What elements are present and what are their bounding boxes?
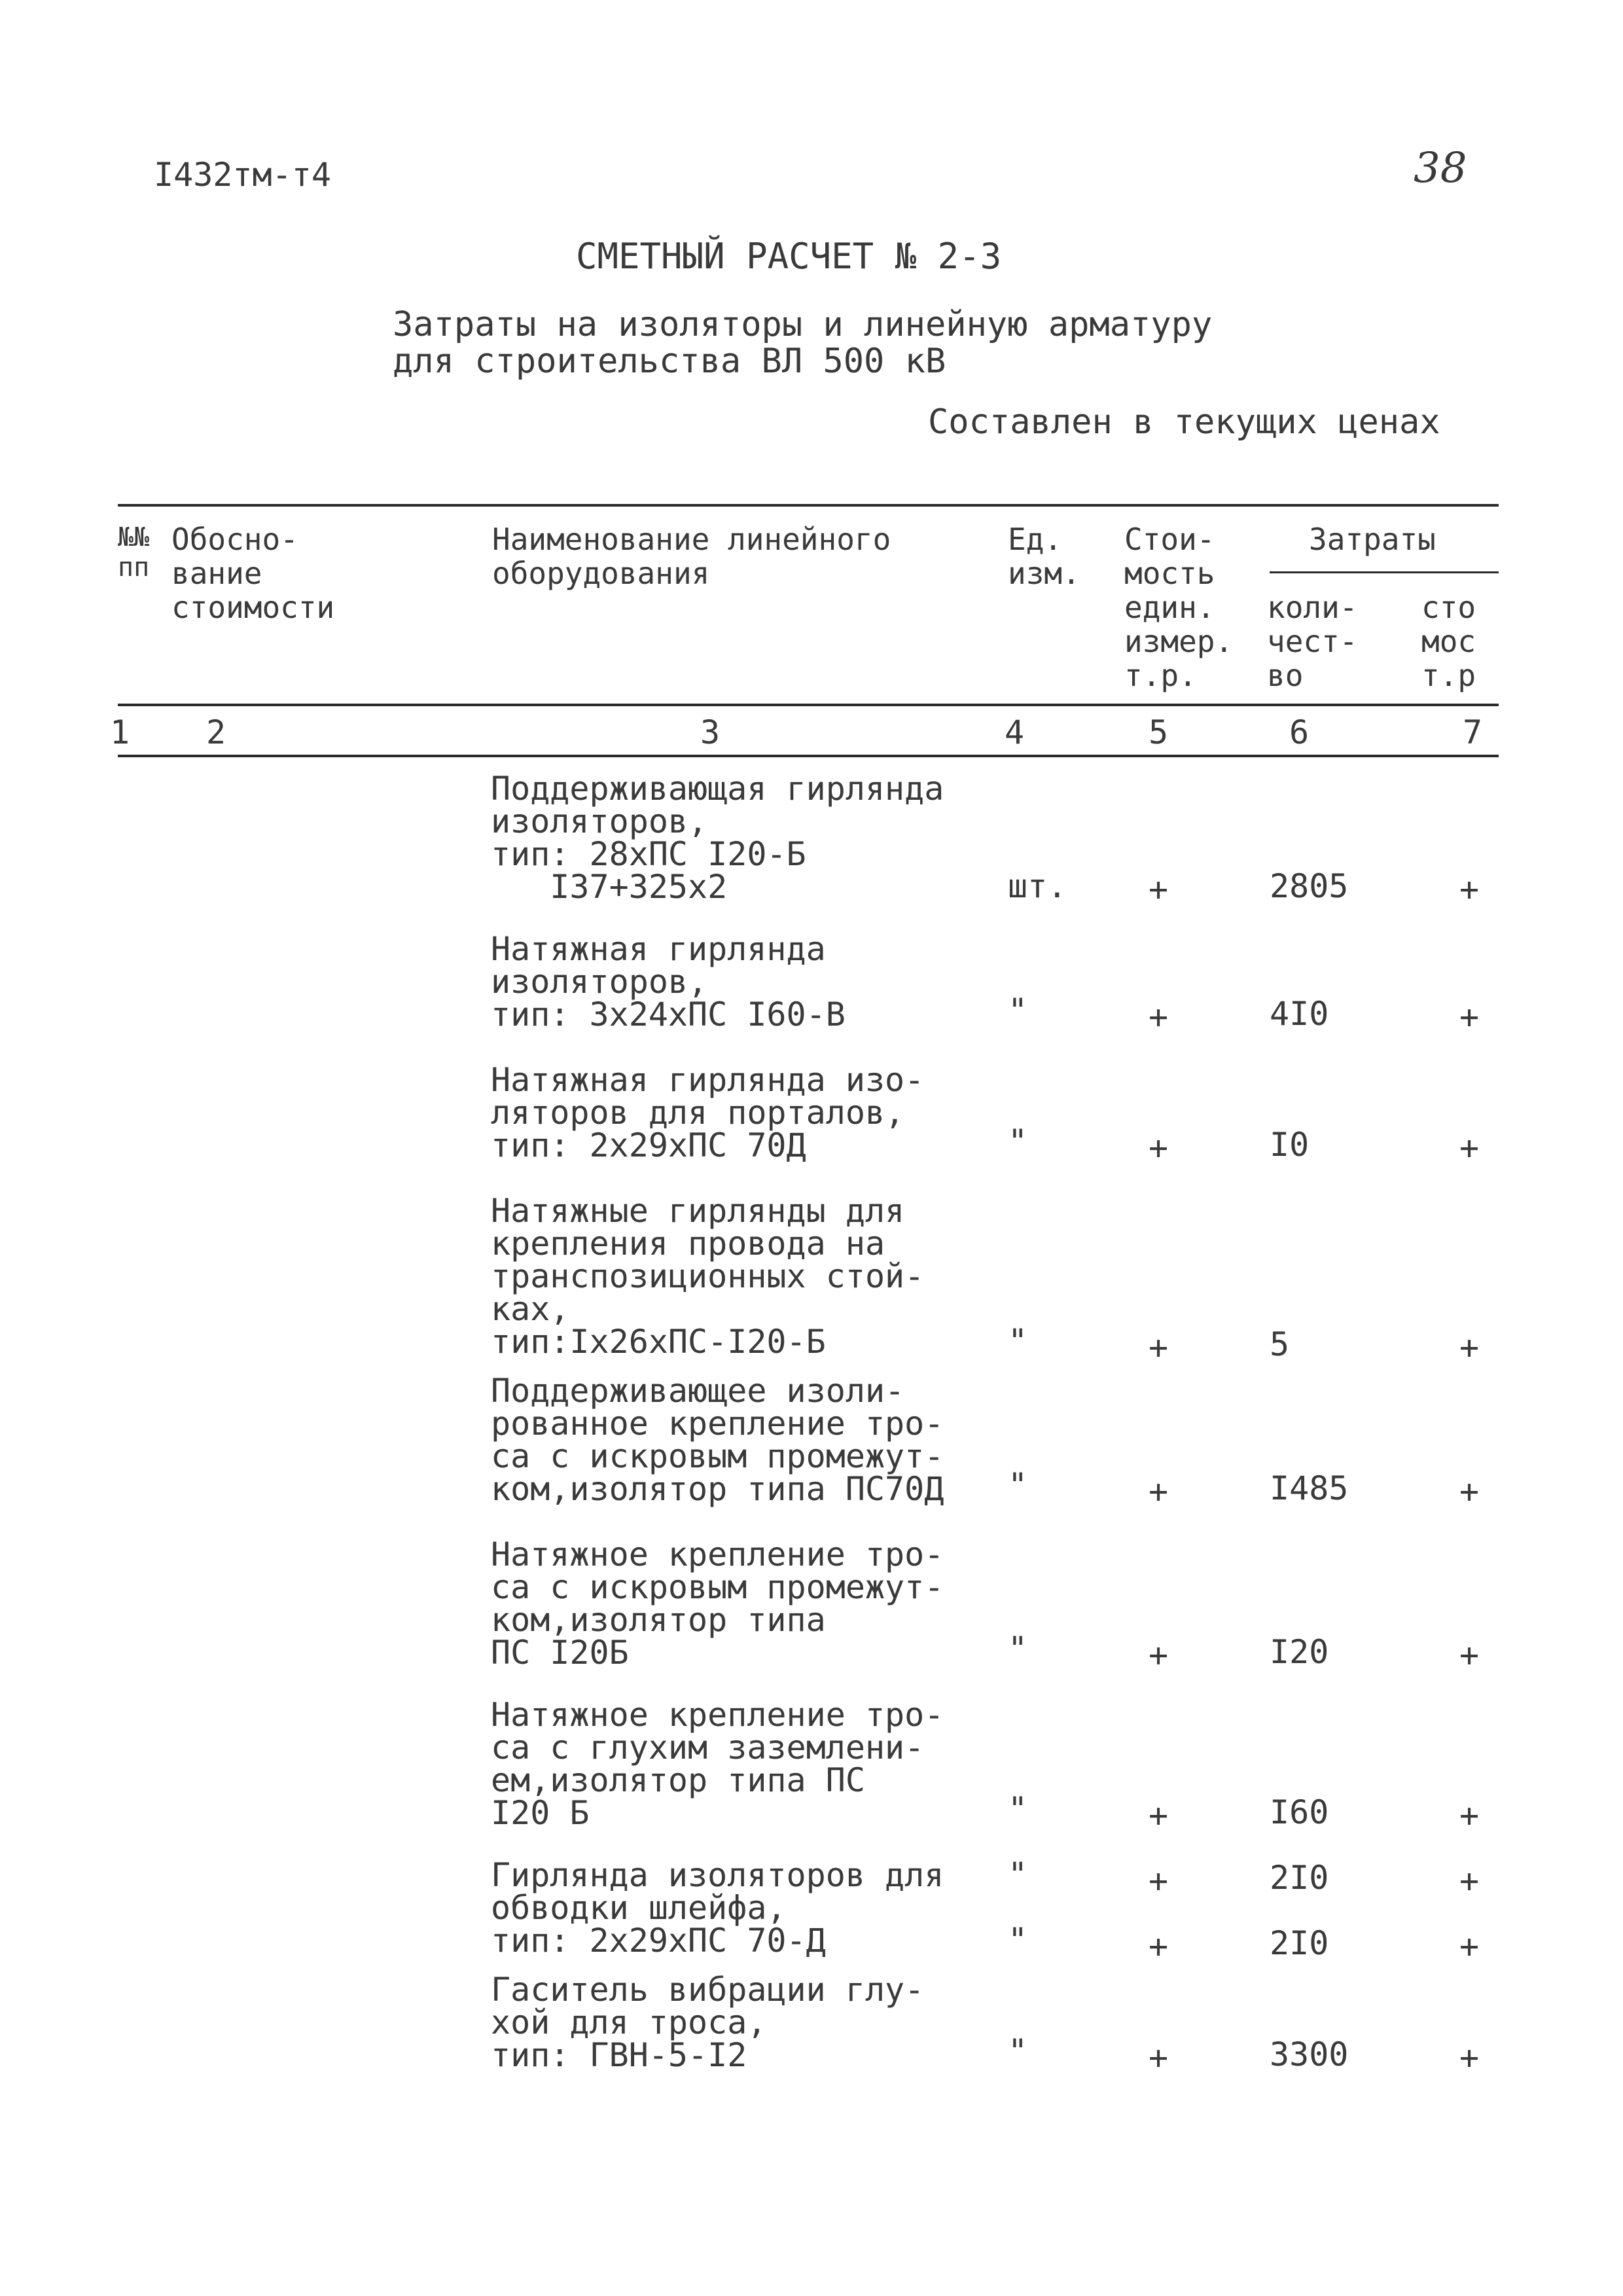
prices-note: Составлен в текущих ценах: [928, 403, 1440, 442]
table-row-description: Натяжная гирлянда изоляторов, тип: 3х24хПС I60-В: [491, 930, 846, 1033]
row-cost: +: [1148, 2039, 1169, 2077]
row-total: +: [1459, 1928, 1480, 1965]
row-unit: ": [1008, 1921, 1028, 1959]
row-total: +: [1459, 1129, 1480, 1167]
row-unit: ": [1008, 1122, 1028, 1160]
subtitle-line-1: Затраты на изоляторы и линейную арматуру: [393, 305, 1213, 344]
table-row-description: Гирлянда изоляторов для обводки шлейфа, тип: 2х29хПС 70-Д: [491, 1856, 944, 1960]
table-row-description: Поддерживающее изоли- рованное крепление тро- са с искровым промежут- ком,изолятор типа ПС70Д: [491, 1372, 944, 1508]
header-cost: Стои- мость един. измер. т.р.: [1124, 522, 1234, 693]
row-unit: ": [1008, 1322, 1028, 1360]
page-title: СМЕТНЫЙ РАСЧЕТ № 2-3: [576, 236, 1002, 277]
row-qty: 5: [1270, 1325, 1290, 1363]
header-num: №№ пп: [118, 522, 150, 583]
column-number: 7: [1462, 713, 1483, 751]
row-cost: +: [1148, 870, 1169, 908]
column-number: 4: [1004, 713, 1025, 751]
row-qty: 2805: [1270, 867, 1349, 905]
row-qty: I60: [1270, 1793, 1329, 1831]
row-unit: шт.: [1008, 867, 1067, 905]
row-unit: ": [1008, 1466, 1028, 1504]
header-qty: коли- чест- во: [1267, 590, 1358, 693]
header-total: сто мос т.р: [1421, 590, 1476, 693]
row-total: +: [1459, 1797, 1480, 1835]
row-qty: 3300: [1270, 2036, 1349, 2073]
row-qty: 2I0: [1270, 1859, 1329, 1897]
row-cost: +: [1148, 1636, 1169, 1674]
row-total: +: [1459, 998, 1480, 1036]
column-number: 5: [1148, 713, 1169, 751]
table-top-rule: [118, 504, 1499, 507]
column-number: 2: [205, 713, 226, 751]
header-unit: Ед. изм.: [1008, 522, 1080, 591]
row-qty: 2I0: [1270, 1924, 1329, 1962]
table-row-description: Натяжное крепление тро- са с искровым промежут- ком,изолятор типа ПС I20Б: [491, 1535, 944, 1672]
row-qty: 4I0: [1270, 995, 1329, 1033]
row-qty: I20: [1270, 1633, 1329, 1671]
row-qty: I0: [1270, 1126, 1310, 1164]
header-bottom-rule: [118, 704, 1499, 706]
row-unit: ": [1008, 1630, 1028, 1668]
row-unit: ": [1008, 992, 1028, 1030]
row-total: +: [1459, 1329, 1480, 1367]
row-cost: +: [1148, 1862, 1169, 1900]
row-cost: +: [1148, 1329, 1169, 1367]
row-total: +: [1459, 1473, 1480, 1511]
subtitle-line-2: для строительства ВЛ 500 кВ: [393, 342, 946, 381]
header-basis: Обосно- вание стоимости: [171, 522, 335, 625]
column-numbers-rule: [118, 755, 1499, 757]
row-unit: ": [1008, 1856, 1028, 1893]
row-total: +: [1459, 2039, 1480, 2077]
row-cost: +: [1148, 1473, 1169, 1511]
header-name: Наименование линейного оборудования: [492, 522, 891, 591]
table-row-description: Натяжные гирлянды для крепления провода на транспозиционных стой- ках, тип:Iх26хПС-I20-Б: [491, 1192, 925, 1361]
column-number: 6: [1289, 713, 1310, 751]
row-cost: +: [1148, 998, 1169, 1036]
column-number: 1: [110, 713, 130, 751]
row-cost: +: [1148, 1129, 1169, 1167]
row-cost: +: [1148, 1797, 1169, 1835]
row-unit: ": [1008, 2032, 1028, 2070]
row-total: +: [1459, 1636, 1480, 1674]
table-row-description: Натяжное крепление тро- са с глухим заземлени- ем,изолятор типа ПС I20 Б: [491, 1696, 944, 1832]
document-code: I432тм-т4: [154, 156, 331, 194]
row-total: +: [1459, 870, 1480, 908]
row-unit: ": [1008, 1790, 1028, 1828]
expenses-rule: [1270, 571, 1499, 573]
row-qty: I485: [1270, 1469, 1349, 1507]
table-row-description: Натяжная гирлянда изо- ляторов для порталов, тип: 2х29хПС 70Д: [491, 1061, 925, 1164]
page-number: 38: [1414, 144, 1467, 192]
table-row-description: Гаситель вибрации глу- хой для троса, тип: ГВН-5-I2: [491, 1971, 925, 2074]
row-cost: +: [1148, 1928, 1169, 1965]
column-number: 3: [700, 713, 721, 751]
header-expenses: Затраты: [1309, 522, 1436, 557]
table-row-description: Поддерживающая гирлянда изоляторов, тип: 28хПС I20-Б I37+325х2: [491, 770, 944, 906]
row-total: +: [1459, 1862, 1480, 1900]
